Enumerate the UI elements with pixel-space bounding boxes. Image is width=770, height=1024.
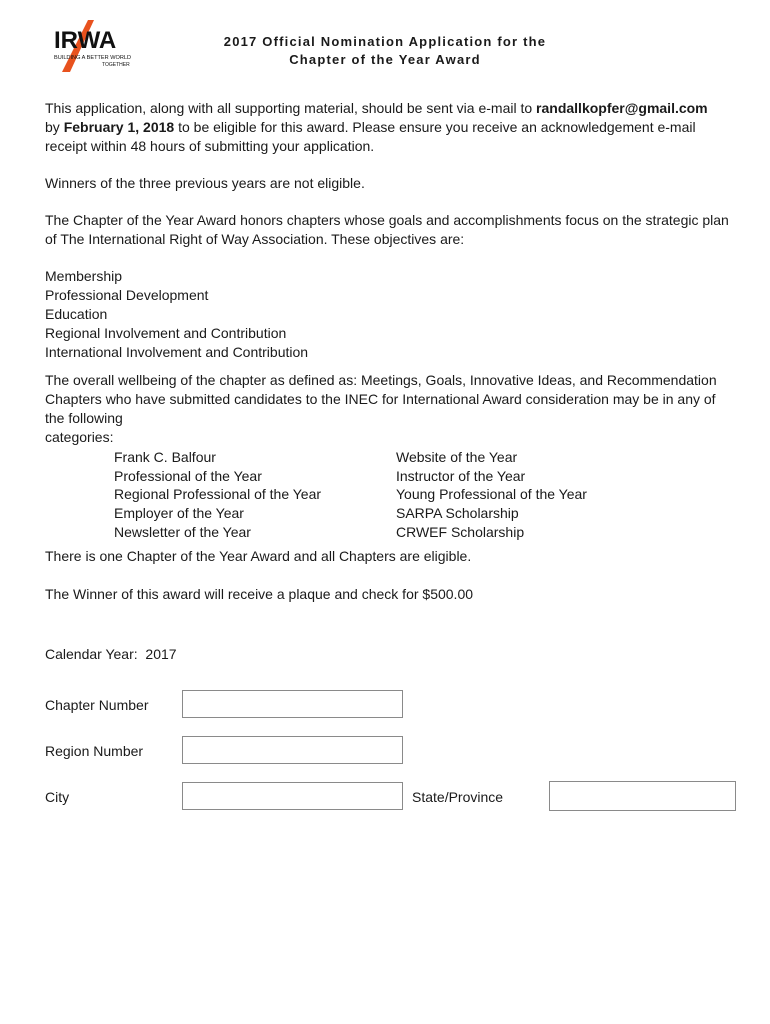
wellbeing-line-2: Chapters who have submitted candidates to the INEC for International Award consideration may be in any of <box>45 391 716 407</box>
title-line-1: 2017 Official Nomination Application for the <box>223 34 547 49</box>
category-item: Young Professional of the Year <box>396 486 587 503</box>
objectives-list <box>45 267 735 362</box>
logo-tagline-1: BUILDING A BETTER WORLD <box>54 55 132 61</box>
wellbeing-paragraph <box>45 371 735 447</box>
deadline-date: February 1, 2018 <box>63 119 175 135</box>
intro-part-3: to be eligible for this award. Please ensure you receive an acknowledgement e-mail receipt within 48 hours of submitting your application. <box>45 119 696 154</box>
category-item: Frank C. Balfour <box>114 449 216 465</box>
objective-item: Education <box>45 306 108 322</box>
eligibility-text: There is one Chapter of the Year Award and all Chapters are eligible. <box>45 548 472 564</box>
chapter-number-input[interactable] <box>182 690 403 718</box>
wellbeing-line-4: categories: <box>45 429 114 445</box>
irwa-logo-graphic <box>50 20 134 72</box>
categories-right-column <box>396 448 587 542</box>
intro-paragraph <box>45 99 735 156</box>
intro-part-1: This application, along with all supporting material, should be sent via e-mail to <box>45 100 537 116</box>
categories-left-column <box>114 448 321 542</box>
region-number-label: Region Number <box>45 743 144 759</box>
category-item: SARPA Scholarship <box>396 505 519 522</box>
objective-item: Regional Involvement and Contribution <box>45 325 287 341</box>
prize-text: The Winner of this award will receive a plaque and check for $500.00 <box>45 586 474 602</box>
category-item: CRWEF Scholarship <box>396 523 525 540</box>
objective-item: Professional Development <box>45 287 209 303</box>
category-item: Instructor of the Year <box>396 467 526 484</box>
wellbeing-line-3: the following <box>45 410 123 426</box>
honors-paragraph: The Chapter of the Year Award honors chapters whose goals and accomplishments focus on the strategic plan of The International Right of Way Association. These objectives are: <box>45 212 729 247</box>
logo-tagline-2: TOGETHER <box>102 62 130 68</box>
calendar-year-label: Calendar Year: <box>45 646 138 662</box>
calendar-year <box>45 646 177 662</box>
category-item: Newsletter of the Year <box>114 523 251 540</box>
category-item: Regional Professional of the Year <box>114 486 322 503</box>
intro-part-2: by <box>45 119 64 135</box>
contact-email: randallkopfer@gmail.com <box>536 100 708 116</box>
document-title <box>160 33 610 69</box>
logo-wordmark: IRWA <box>54 27 117 54</box>
state-province-input[interactable] <box>549 781 736 811</box>
winners-note: Winners of the three previous years are not eligible. <box>45 175 365 191</box>
category-item: Employer of the Year <box>114 505 244 522</box>
calendar-year-value: 2017 <box>145 646 177 662</box>
wellbeing-line-1: The overall wellbeing of the chapter as defined as: Meetings, Goals, Innovative Ideas, and Recommendation <box>45 372 717 388</box>
region-number-input[interactable] <box>182 736 403 764</box>
category-item: Professional of the Year <box>114 467 262 484</box>
city-input[interactable] <box>182 782 403 810</box>
chapter-number-label: Chapter Number <box>45 697 149 713</box>
state-province-label: State/Province <box>412 789 504 805</box>
irwa-logo <box>50 20 134 72</box>
category-item: Website of the Year <box>396 449 518 465</box>
objective-item: Membership <box>45 268 123 284</box>
city-label: City <box>45 789 70 805</box>
objective-item: International Involvement and Contribution <box>45 344 309 360</box>
title-line-2: Chapter of the Year Award <box>289 52 481 67</box>
